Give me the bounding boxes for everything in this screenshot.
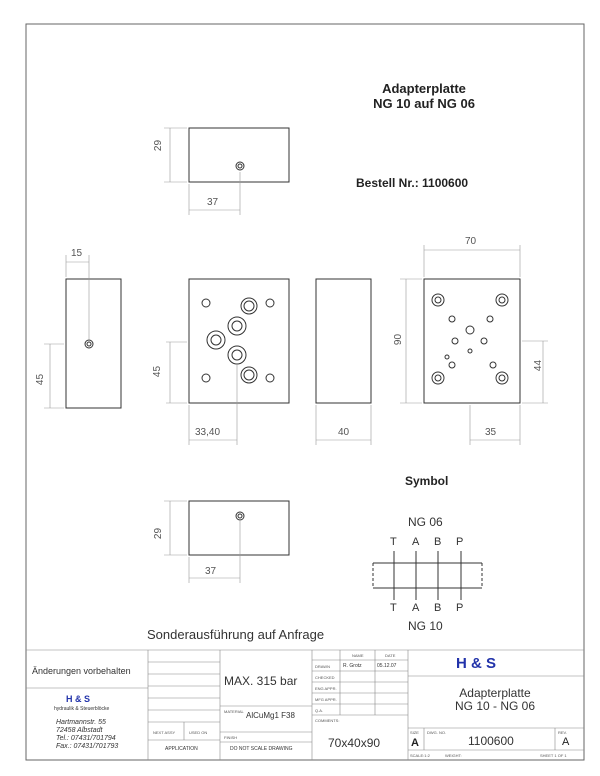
dim-top-view-offset: 37 [207, 197, 219, 208]
dim-bottom-view-offset: 37 [205, 566, 217, 577]
address-line-1: Hartmannstr. 55 [56, 719, 106, 726]
dim-side-height: 45 [35, 373, 47, 386]
dim-bottom-view-height: 29 [153, 527, 165, 540]
symbol-heading: Symbol [405, 474, 449, 488]
address-line-4: Fax.: 07431/701793 [56, 743, 119, 750]
eng-appr-label: ENG APPR. [315, 686, 337, 691]
drawing-title-line-1: Adapterplatte [382, 81, 466, 96]
dim-rear-offset-y: 44 [533, 359, 545, 372]
dim-rear-offset-x: 35 [485, 427, 497, 438]
application-label: APPLICATION [165, 746, 198, 752]
bottom-view [164, 501, 289, 583]
material-value: AlCuMg1 F38 [246, 711, 295, 720]
dim-rear-height: 90 [393, 333, 405, 346]
symbol-port-t-bottom: T [390, 602, 397, 614]
dim-middle-width: 40 [338, 427, 350, 438]
symbol-port-p-top: P [456, 536, 464, 548]
symbol-port-a-top: A [412, 536, 420, 548]
rev-label: REV. [558, 730, 567, 735]
symbol-port-p-bottom: P [456, 602, 464, 614]
dim-top-view-height: 29 [153, 139, 165, 152]
symbol-port-b-top: B [434, 536, 442, 548]
max-pressure: MAX. 315 bar [224, 674, 298, 688]
used-on-label: USED ON [189, 730, 208, 735]
checked-label: CHECKED [315, 675, 335, 680]
symbol-port-t-top: T [390, 536, 397, 548]
material-label: MATERIAL [224, 709, 244, 714]
name-column-header: NAME [352, 653, 364, 658]
comments-label: COMMENTS: [315, 718, 340, 723]
changes-note: Änderungen vorbehalten [32, 666, 131, 676]
drawn-label: DRAWN [315, 664, 330, 669]
logo-hs: H & S [456, 655, 497, 672]
mfg-appr-label: MFG APPR. [315, 697, 337, 702]
symbol-port-b-bottom: B [434, 602, 442, 614]
dim-front-offset-x: 33,40 [195, 427, 221, 438]
size-value: A [411, 737, 419, 749]
company-description: hydraulik & Steuerblöcke [54, 706, 110, 712]
rear-view [400, 245, 548, 445]
do-not-scale-label: DO NOT SCALE DRAWING [230, 746, 293, 752]
qa-label: Q.A. [315, 708, 324, 713]
dwg-no: 1100600 [468, 734, 514, 748]
sheet-label: SHEET 1 OF 1 [540, 753, 567, 758]
symbol-bottom-label: NG 10 [408, 619, 443, 633]
company-name: H & S [66, 694, 91, 704]
hydraulic-symbol [373, 551, 482, 600]
top-view [164, 128, 289, 215]
scale-label: SCALE:1:2 [410, 753, 430, 758]
date-column-header: DATE [385, 653, 396, 658]
symbol-port-a-bottom: A [412, 602, 420, 614]
dim-rear-width: 70 [465, 236, 477, 247]
address-line-3: Tel.: 07431/701794 [56, 735, 116, 742]
dim-front-offset-y: 45 [152, 365, 164, 378]
size-label: SIZE [410, 730, 419, 735]
drawn-date: 05.12.07 [377, 663, 397, 669]
front-view [166, 279, 289, 445]
drawing-title-line-2: NG 10 auf NG 06 [373, 96, 475, 111]
weight-label: WEIGHT: [445, 753, 462, 758]
finish-label: FINISH [224, 735, 238, 740]
part-title [422, 687, 568, 713]
dim-side-width: 15 [71, 248, 83, 259]
special-note: Sonderausführung auf Anfrage [147, 627, 325, 642]
drawn-by: R. Grotz [343, 663, 362, 669]
drawing-title [359, 81, 489, 111]
part-title-line-2: NG 10 - NG 06 [454, 699, 536, 713]
rev-value: A [562, 736, 570, 748]
address-line-2: 72458 Albstadt [56, 727, 103, 734]
middle-view [316, 279, 371, 445]
company-address [56, 719, 118, 751]
part-title-line-1: Adapterplatte [459, 686, 531, 700]
next-assy-label: NEXT ASSY [153, 730, 176, 735]
order-number: Bestell Nr.: 1100600 [356, 176, 469, 190]
sheet-border [26, 24, 584, 760]
symbol-top-label: NG 06 [408, 515, 443, 529]
side-view [44, 255, 121, 408]
size-dimensions: 70x40x90 [328, 736, 381, 750]
dwg-no-label: DWG. NO. [427, 730, 447, 735]
